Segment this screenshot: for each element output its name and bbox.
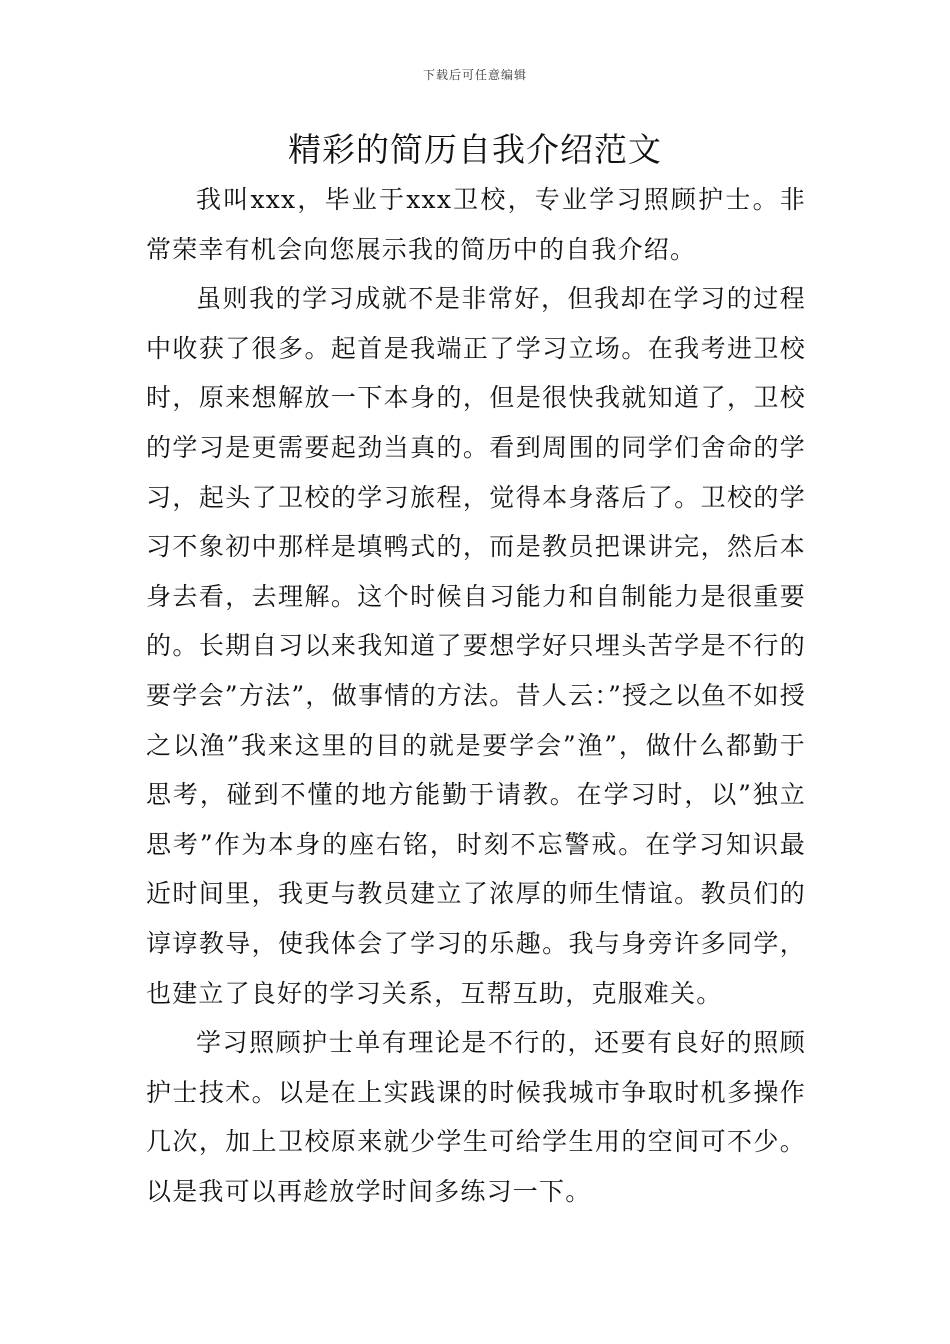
- document-body: [146, 175, 806, 1216]
- document-title: 精彩的简历自我介绍范文: [288, 130, 662, 169]
- header-note: 下载后可任意编辑: [422, 68, 527, 82]
- paragraph-study: 虽则我的学习成就不是非常好，但我却在学习的过程中收获了很多。起首是我端正了学习立场。在我考进卫校时，原来想解放一下本身的，但是很快我就知道了，卫校的学习是更需要起劲当真的。看到周围的同学们舍命的学习，起头了卫校的学习旅程，觉得本身落后了。卫校的学习不象初中那样是填鸭式的，而是教员把课讲完，然后本身去看，去理解。这个时候自习能力和自制能力是很重要的。长期自习以来我知道了要想学好只埋头苦学是不行的要学会”方法”，做事情的方法。昔人云：”授之以鱼不如授之以渔”我来这里的目的就是要学会”渔”，做什么都勤于思考，碰到不懂的地方能勤于请教。在学习时，以”独立思考”作为本身的座右铭，时刻不忘警戒。在学习知识最近时间里，我更与教员建立了浓厚的师生情谊。教员们的谆谆教导，使我体会了学习的乐趣。我与身旁许多同学，也建立了良好的学习关系，互帮互助，克服难关。: [146, 284, 806, 1008]
- paragraph-practice: 学习照顾护士单有理论是不行的，还要有良好的照顾护士技术。以是在上实践课的时候我城市争取时机多操作几次，加上卫校原来就少学生可给学生用的空间可不少。以是我可以再趁放学时间多练习一下。: [146, 1028, 806, 1206]
- paragraph-intro: 我叫xxx，毕业于xxx卫校，专业学习照顾护士。非常荣幸有机会向您展示我的简历中的自我介绍。: [146, 185, 806, 264]
